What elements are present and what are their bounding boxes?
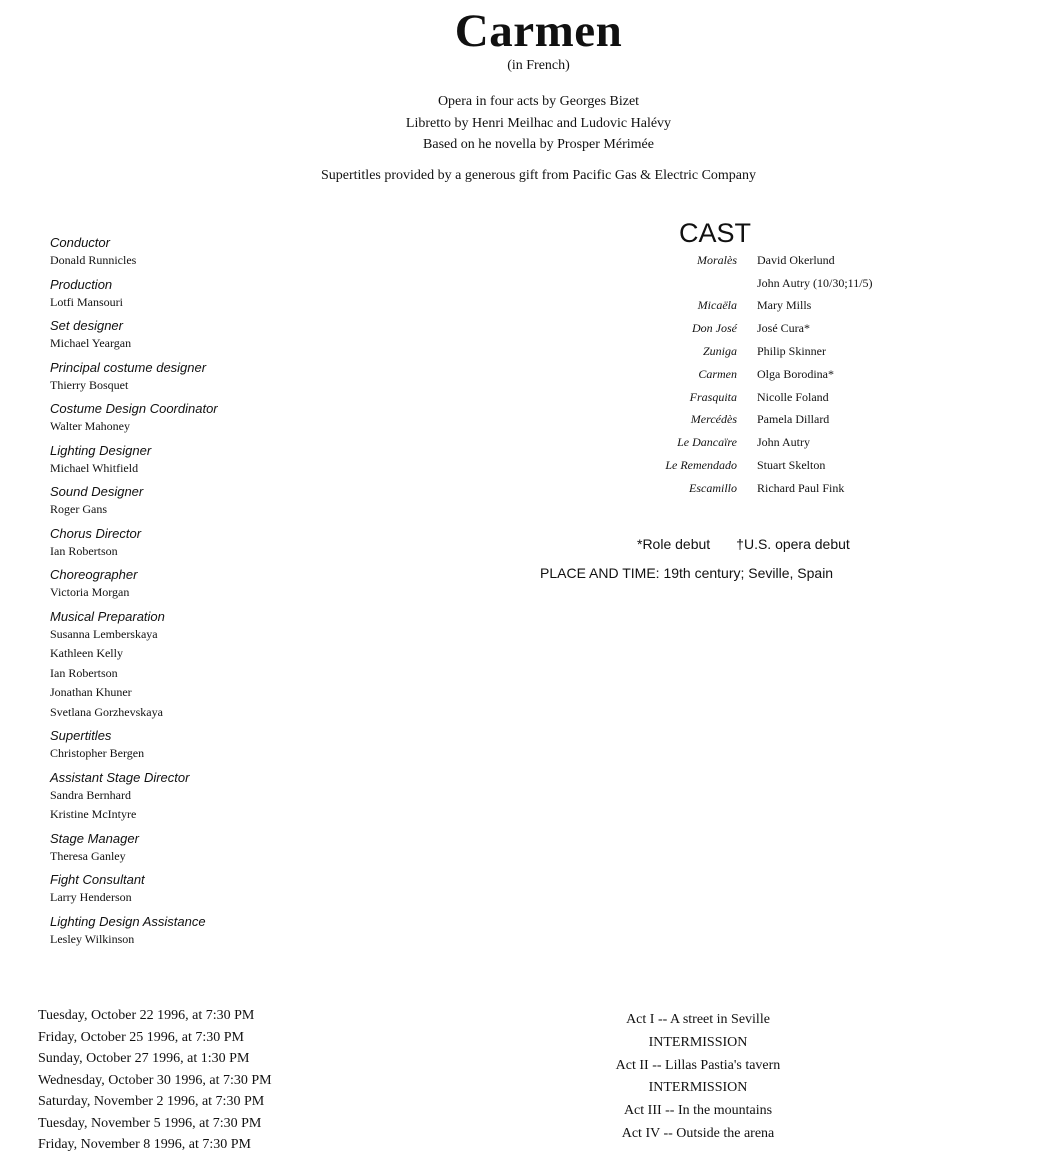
staff-group (50, 276, 450, 313)
cast-row (580, 340, 873, 363)
cast-row (580, 272, 873, 295)
cast-role: Zuniga (702, 344, 737, 359)
staff-group (50, 769, 450, 825)
performance-date: Friday, November 8 1996, at 7:30 PM (38, 1137, 251, 1152)
cast-singer: David Okerlund (757, 252, 835, 267)
staff-role: Supertitles (50, 728, 112, 743)
staff-name: Michael Whitfield (50, 460, 139, 475)
cast-role: Le Dancaïre (677, 435, 737, 450)
performance-date: Wednesday, October 30 1996, at 7:30 PM (38, 1072, 272, 1088)
staff-group (50, 566, 450, 603)
staff-role: Musical Preparation (50, 608, 165, 624)
staff-name: Kristine McIntyre (50, 807, 137, 821)
cast-row (580, 386, 873, 409)
cast-row (580, 431, 873, 454)
staff-role: Principal costume designer (50, 359, 207, 375)
staff-role: Sound Designer (50, 484, 144, 499)
staff-role: Chorus Director (50, 525, 142, 541)
staff-name: Ian Robertson (50, 543, 118, 558)
cast-singer: Richard Paul Fink (757, 480, 845, 495)
role-debut-note: *Role debut (637, 536, 711, 552)
cast-singer: Nicolle Foland (757, 389, 829, 404)
staff-name: Theresa Ganley (50, 848, 126, 863)
performance-date: Sunday, October 27 1996, at 1:30 PM (38, 1051, 250, 1066)
staff-name: Roger Gans (50, 502, 107, 516)
credit-line: Libretto by Henri Meilhac and Ludovic Halévy (405, 115, 672, 131)
cast-role: Carmen (698, 366, 737, 381)
cast-role: Le Remendado (665, 458, 737, 473)
credits-block (0, 91, 1039, 156)
staff-group (50, 913, 450, 950)
act-line: Act I -- A street in Seville (626, 1012, 770, 1027)
act-line: Act III -- In the mountains (623, 1103, 773, 1119)
staff-group (50, 359, 450, 396)
cast-row (580, 477, 873, 500)
cast-heading: CAST (679, 218, 752, 248)
performance-date: Tuesday, October 22 1996, at 7:30 PM (38, 1008, 255, 1023)
cast-singer: José Cura* (757, 321, 810, 336)
staff-name: Lesley Wilkinson (50, 931, 135, 946)
place-and-time: PLACE AND TIME: 19th century; Seville, Spain (540, 565, 834, 581)
staff-name: Sandra Bernhard (50, 787, 131, 802)
staff-group (50, 234, 450, 271)
staff-name: Larry Henderson (50, 890, 132, 904)
cast-singer: John Autry (10/30;11/5) (757, 275, 873, 290)
cast-row (580, 317, 873, 340)
cast-singer: Philip Skinner (757, 344, 827, 359)
language-note: (in French) (507, 58, 570, 73)
performance-dates (38, 1005, 272, 1156)
cast-singer: Stuart Skelton (757, 458, 826, 473)
staff-name: Kathleen Kelly (50, 646, 123, 660)
staff-name: Christopher Bergen (50, 746, 145, 760)
us-debut-note: †U.S. opera debut (736, 536, 850, 552)
cast-row (580, 363, 873, 386)
cast-row (580, 249, 873, 272)
act-line: Act II -- Lillas Pastia's tavern (615, 1057, 781, 1073)
staff-role: Choreographer (50, 567, 138, 582)
act-line: Act IV -- Outside the arena (621, 1125, 775, 1141)
performance-date: Saturday, November 2 1996, at 7:30 PM (38, 1094, 265, 1109)
cast-row (580, 409, 873, 432)
staff-role: Costume Design Coordinator (50, 401, 218, 416)
cast-role: Mercédès (690, 412, 737, 427)
staff-name: Donald Runnicles (50, 253, 137, 267)
staff-name: Thierry Bosquet (50, 377, 129, 392)
staff-name: Jonathan Khuner (50, 685, 132, 699)
staff-group (50, 871, 450, 908)
staff-role: Lighting Designer (50, 442, 152, 458)
cast-role: Micaëla (697, 298, 737, 313)
credit-line: Based on he novella by Prosper Mérimée (423, 137, 654, 152)
staff-name: Michael Yeargan (50, 336, 132, 350)
performance-date: Tuesday, November 5 1996, at 7:30 PM (38, 1115, 262, 1131)
performance-date: Friday, October 25 1996, at 7:30 PM (38, 1029, 244, 1045)
staff-role: Lighting Design Assistance (50, 913, 206, 929)
supertitles-sponsor-note: Supertitles provided by a generous gift from Pacific Gas & Electric Company (320, 168, 757, 183)
staff-role: Fight Consultant (50, 872, 145, 887)
staff-group (50, 483, 450, 520)
credit-line: Opera in four acts by Georges Bizet (437, 94, 640, 109)
cast-singer: Mary Mills (757, 298, 812, 313)
cast-table (580, 249, 873, 500)
staff-group (50, 400, 450, 437)
cast-role: Moralès (697, 252, 737, 267)
staff-group (50, 727, 450, 764)
cast-role: Don José (692, 321, 737, 336)
staff-role: Set designer (50, 318, 123, 333)
opera-title: Carmen (454, 5, 623, 57)
act-list (548, 1009, 848, 1146)
cast-singer: Pamela Dillard (757, 412, 830, 427)
cast-row (580, 454, 873, 477)
staff-role: Assistant Stage Director (50, 769, 190, 785)
staff-name: Walter Mahoney (50, 419, 131, 433)
intermission-line: INTERMISSION (648, 1080, 748, 1096)
staff-group (50, 442, 450, 479)
cast-row (580, 295, 873, 318)
staff-role: Stage Manager (50, 830, 139, 846)
cast-singer: Olga Borodina* (757, 366, 834, 381)
debut-footnotes (637, 536, 850, 552)
cast-singer: John Autry (757, 435, 811, 450)
staff-group (50, 525, 450, 562)
staff-name: Susanna Lemberskaya (50, 626, 158, 641)
staff-group (50, 830, 450, 867)
staff-role: Production (50, 276, 113, 292)
staff-name: Lotfi Mansouri (50, 294, 123, 309)
staff-group (50, 608, 450, 723)
staff-name: Ian Robertson (50, 665, 118, 680)
staff-role: Conductor (50, 235, 110, 250)
cast-role: Frasquita (689, 389, 737, 404)
production-staff-list (50, 234, 450, 954)
cast-role: Escamillo (689, 480, 737, 495)
staff-name: Svetlana Gorzhevskaya (50, 704, 163, 719)
staff-name: Victoria Morgan (50, 585, 130, 599)
intermission-line: INTERMISSION (648, 1034, 748, 1050)
staff-group (50, 317, 450, 354)
